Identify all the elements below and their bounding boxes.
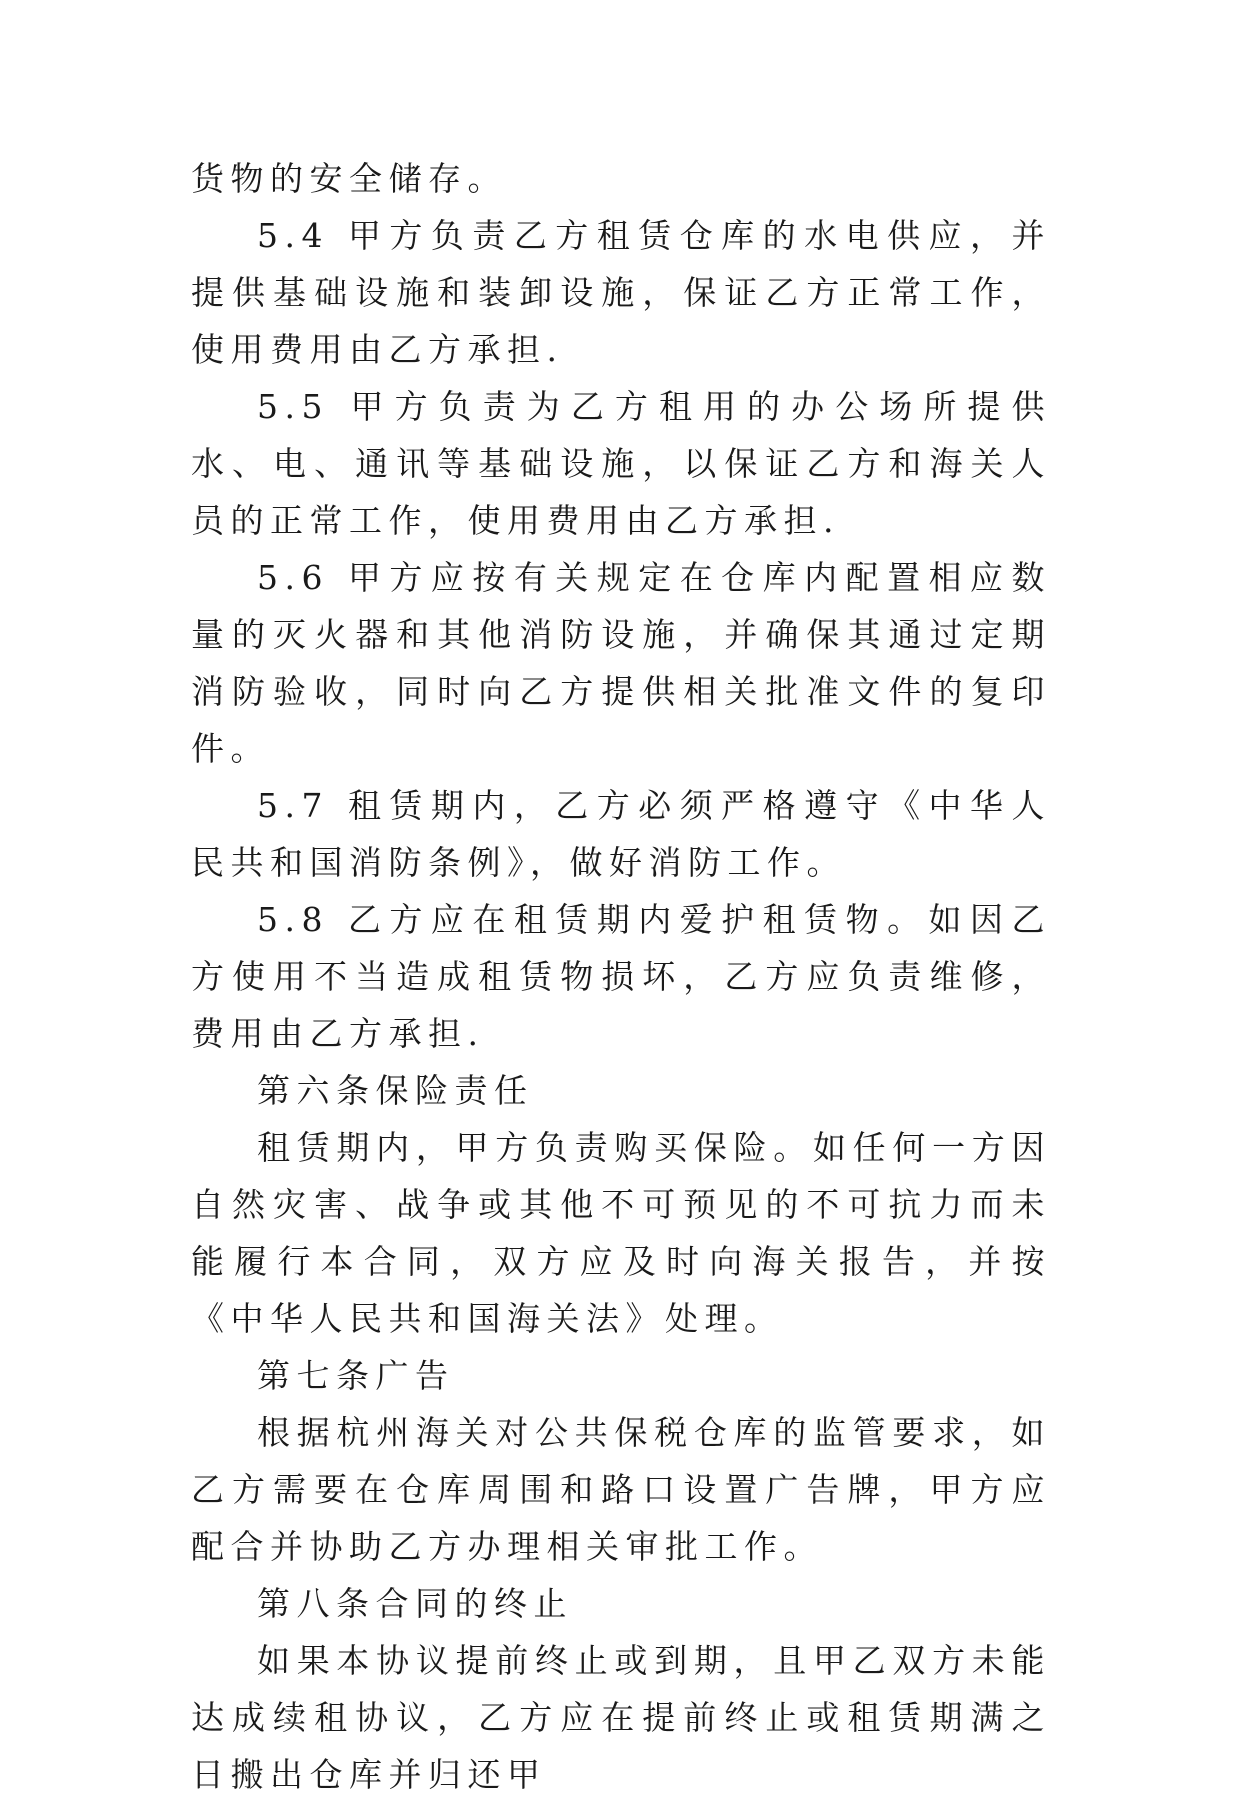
article-8-body: 如果本协议提前终止或到期，且甲乙双方未能达成续租协议，乙方应在提前终止或租赁期满之日搬出仓库并归还甲 [191, 1641, 1051, 1794]
document-page [191, 150, 1051, 1803]
article-6-heading: 第六条保险责任 [257, 1071, 534, 1110]
paragraph-continuation: 货物的安全储存。 [191, 159, 507, 198]
clause-5-4: 5.4 甲方负责乙方租赁仓库的水电供应，并提供基础设施和装卸设施，保证乙方正常工作，使用费用由乙方承担. [191, 216, 1051, 369]
article-7-body: 根据杭州海关对公共保税仓库的监管要求，如乙方需要在仓库周围和路口设置广告牌，甲方应配合并协助乙方办理相关审批工作。 [191, 1413, 1051, 1566]
article-6-body: 租赁期内，甲方负责购买保险。如任何一方因自然灾害、战争或其他不可预见的不可抗力而未能履行本合同，双方应及时向海关报告，并按《中华人民共和国海关法》处理。 [191, 1128, 1051, 1338]
article-7-heading: 第七条广告 [257, 1356, 455, 1395]
clause-5-6: 5.6 甲方应按有关规定在仓库内配置相应数量的灭火器和其他消防设施，并确保其通过定期消防验收，同时向乙方提供相关批准文件的复印件。 [191, 558, 1051, 768]
clause-5-5: 5.5 甲方负责为乙方租用的办公场所提供水、电、通讯等基础设施，以保证乙方和海关人员的正常工作，使用费用由乙方承担. [191, 387, 1051, 540]
clause-5-7: 5.7 租赁期内，乙方必须严格遵守《中华人民共和国消防条例》，做好消防工作。 [191, 786, 1051, 882]
article-8-heading: 第八条合同的终止 [257, 1584, 573, 1623]
clause-5-8: 5.8 乙方应在租赁期内爱护租赁物。如因乙方使用不当造成租赁物损坏，乙方应负责维修，费用由乙方承担. [191, 900, 1051, 1053]
